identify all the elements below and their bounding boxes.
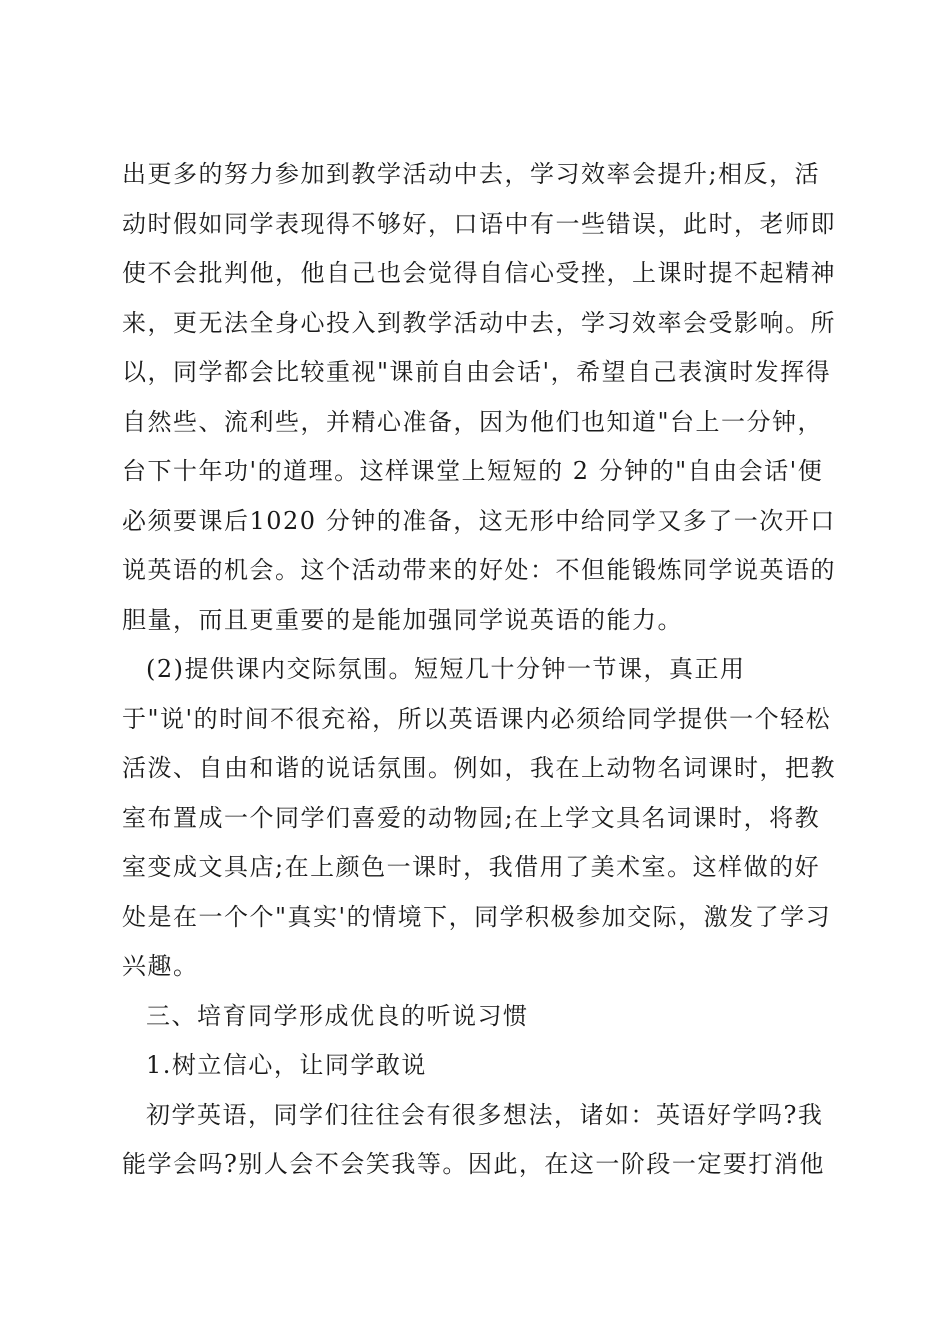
text-line: 使不会批判他，他自己也会觉得自信心受挫，上课时提不起精神 [122, 259, 836, 287]
text-line: 来，更无法全身心投入到教学活动中去，学习效率会受影响。所 [122, 308, 836, 337]
text-line: (2)提供课内交际氛围。短短几十分钟一节课，真正用 [146, 655, 746, 683]
text-line: 室布置成一个同学们喜爱的动物园;在上学文具名词课时，将教 [122, 803, 821, 832]
text-line: 处是在一个个"真实'的情境下，同学积极参加交际，激发了学习 [122, 902, 832, 931]
text-line: 出更多的努力参加到教学活动中去，学习效率会提升;相反，活 [122, 160, 821, 188]
text-line: 说英语的机会。这个活动带来的好处：不但能锻炼同学说英语的 [122, 556, 836, 584]
subsection-heading: 1.树立信心，让同学敢说 [146, 1051, 427, 1079]
text-line: 台下十年功'的道理。这样课堂上短短的 2 分钟的"自由会话'便 [122, 457, 824, 485]
text-line: 活泼、自由和谐的说话氛围。例如，我在上动物名词课时，把教 [122, 754, 836, 782]
text-line: 室变成文具店;在上颜色一课时，我借用了美术室。这样做的好 [122, 853, 821, 881]
text-line: 动时假如同学表现得不够好，口语中有一些错误，此时，老师即 [122, 209, 836, 238]
text-line: 胆量，而且更重要的是能加强同学说英语的能力。 [122, 605, 683, 634]
text-line: 兴趣。 [122, 952, 199, 980]
text-line: 初学英语，同学们往往会有很多想法，诸如：英语好学吗?我 [146, 1100, 824, 1129]
text-line: 能学会吗?别人会不会笑我等。因此，在这一阶段一定要打消他 [122, 1150, 825, 1178]
section-heading: 三、培育同学形成优良的听说习惯 [146, 1001, 529, 1030]
text-line: 以，同学都会比较重视"课前自由会话'，希望自己表演时发挥得 [122, 358, 832, 386]
document-body [122, 150, 834, 1190]
text-line: 于"说'的时间不很充裕，所以英语课内必须给同学提供一个轻松 [122, 704, 832, 733]
text-line: 自然些、流利些，并精心准备，因为他们也知道"台上一分钟， [122, 407, 824, 436]
text-line: 必须要课后1020 分钟的准备，这无形中给同学又多了一次开口 [122, 506, 836, 535]
